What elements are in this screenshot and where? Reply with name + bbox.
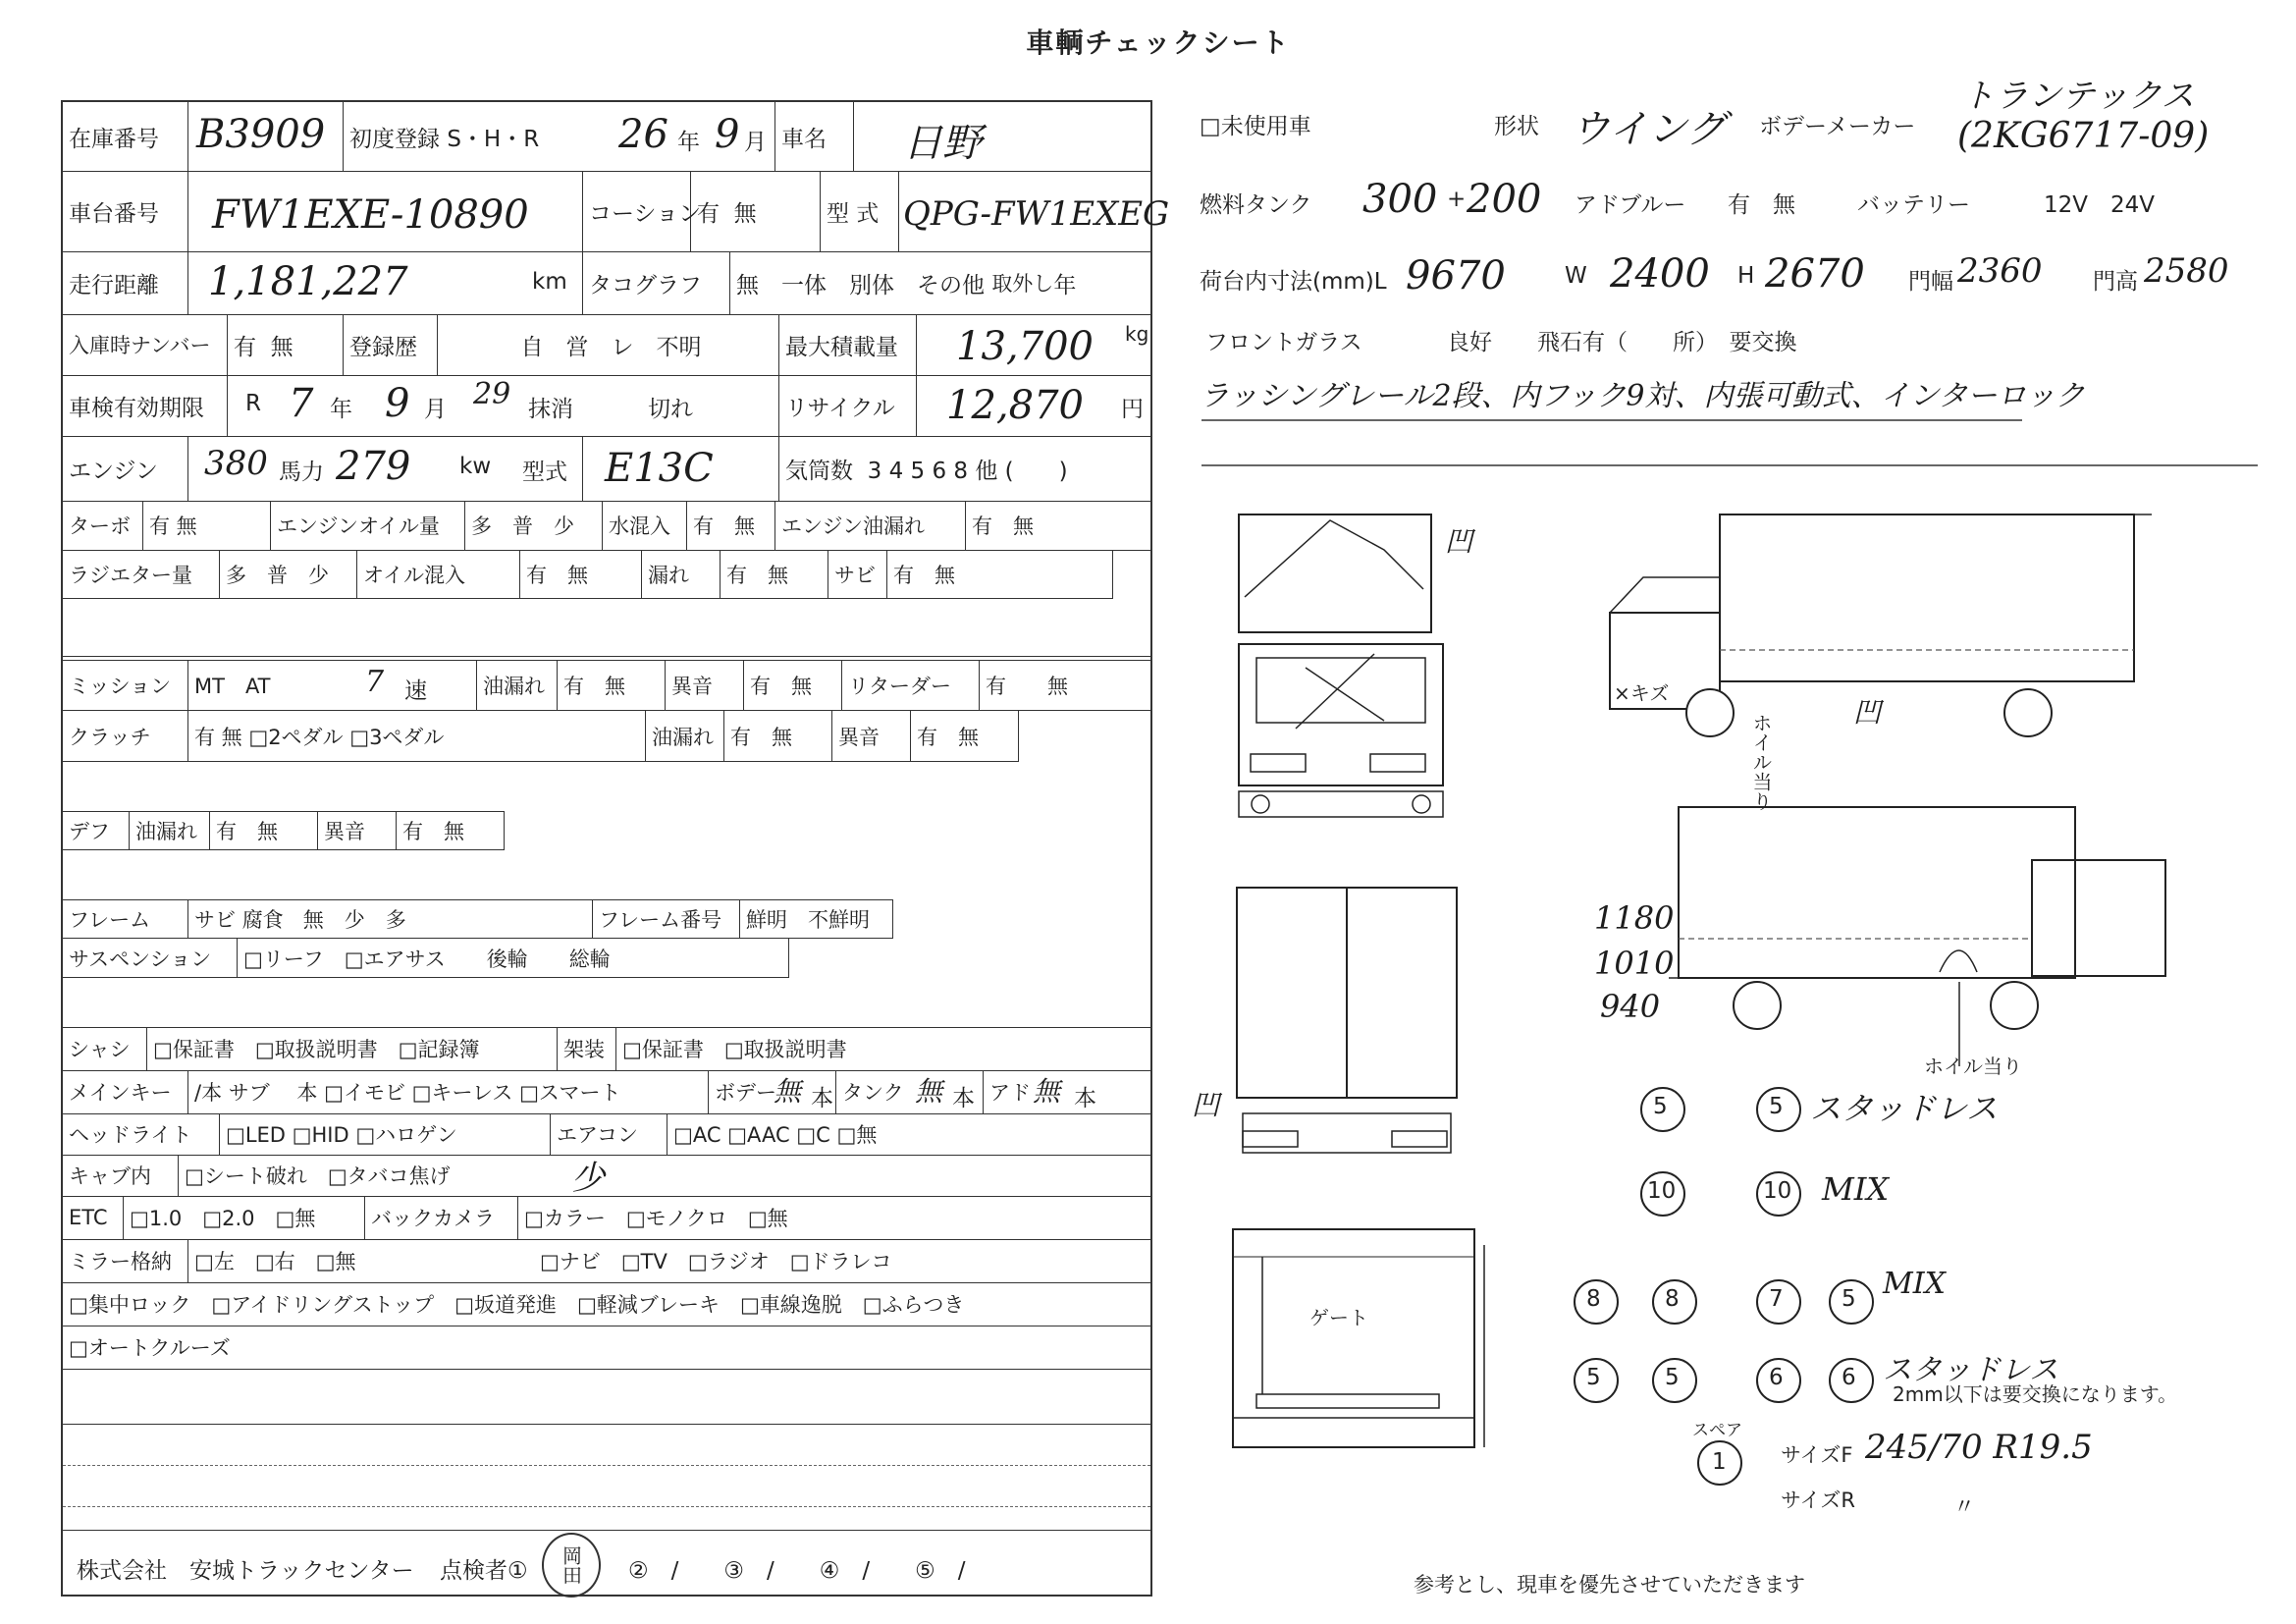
spare-value: 1 (1712, 1449, 1727, 1475)
frame-opts: 無 少 多 (302, 908, 406, 932)
cruise-opts: □オートクルーズ (69, 1336, 231, 1360)
tank-key-cell (836, 1070, 984, 1113)
height-2: 1010 (1594, 945, 1675, 982)
inspect-cell (228, 375, 779, 436)
mission-speed-unit: 速 (404, 678, 427, 704)
tire-r1a: 5 (1653, 1094, 1668, 1119)
engine-kw: 279 (336, 444, 411, 489)
shape-label: 形状 (1494, 114, 1539, 139)
inventory-cell (188, 102, 344, 171)
inspect-expired: 切れ (648, 397, 693, 422)
leak-label: 漏れ (642, 550, 721, 599)
maker-value: 日野 (903, 121, 982, 166)
chassis-cell (188, 171, 583, 251)
first-reg-month: 9 (715, 112, 740, 157)
water-mix-opts: 有 無 (687, 501, 775, 550)
size-rear: 〃 (1953, 1495, 1976, 1520)
tire-r2a: 10 (1647, 1178, 1677, 1204)
row-etc (63, 1196, 1150, 1240)
row-plate (63, 314, 1150, 376)
mileage-unit: km (532, 269, 567, 295)
plate-no: 無 (270, 334, 294, 360)
frame-label: フレーム (63, 899, 188, 939)
inspect-year: 7 (289, 381, 314, 426)
max-load-unit: kg (1125, 322, 1149, 346)
row-inspect (63, 375, 1150, 437)
row-equip (63, 1282, 1150, 1326)
row-mission (63, 660, 1150, 711)
keys-opts: /本 サブ 本 □イモビ □キーレス □スマート (188, 1070, 709, 1113)
inventory-value: B3909 (196, 112, 326, 157)
mirror-opts: □左 □右 □無 (194, 1250, 356, 1273)
page-title: 車輌チェックシート (1026, 27, 1291, 59)
company-name: 株式会社 安城トラックセンター (77, 1558, 414, 1584)
ad-key-unit: 本 (1074, 1086, 1096, 1111)
tacho-label: タコグラフ (583, 251, 730, 314)
adblue-label: アドブルー (1575, 192, 1686, 218)
coating-no: 無 (733, 200, 757, 227)
maker-label: 車名 (775, 102, 854, 171)
tire-r2b: 10 (1763, 1178, 1792, 1204)
cab-label: キャブ内 (63, 1155, 179, 1196)
row-frame (63, 899, 1150, 939)
body-key-cell (709, 1070, 836, 1113)
cab-opts: □シート破れ □タバコ焦げ (185, 1164, 451, 1188)
tank-key-unit: 本 (952, 1086, 975, 1111)
first-reg-era: S・H・R (447, 126, 540, 152)
tacho-note: 取外し (991, 272, 1054, 296)
fuel-value-2: 200 (1467, 177, 1542, 222)
water-mix-label: 水混入 (603, 501, 687, 550)
body-key-hw: 無 (774, 1075, 802, 1108)
reference-note: 参考とし、現車を優先させていただきます (1414, 1573, 1805, 1597)
chassis-docs-label: シャシ (63, 1027, 147, 1070)
row-footer (63, 1530, 1150, 1597)
engine-type-label: 型式 (522, 460, 567, 485)
dashed-line-2 (63, 1506, 1150, 1507)
row-chassis (63, 171, 1170, 252)
inspect-day: 29 (473, 377, 511, 411)
inspector-label: 点検者① (440, 1558, 528, 1584)
diff-noise-label: 異音 (318, 811, 397, 850)
fuel-label: 燃料タンク (1200, 192, 1312, 218)
row-rad (63, 550, 1150, 599)
cl-noise-opts: 有 無 (911, 711, 1019, 762)
chassis-docs-opts: □保証書 □取扱説明書 □記録簿 (147, 1027, 558, 1070)
dent-mark-rear: 凹 (1192, 1089, 1220, 1121)
ad-key-label: アド (989, 1081, 1031, 1105)
history-opts: 自 営 レ 不明 (438, 314, 779, 375)
dent-mark-front: 凹 (1445, 525, 1473, 558)
inspector-stamp: 岡田 (542, 1533, 601, 1597)
model-value: QPG-FW1EXEG (903, 194, 1170, 234)
mis-leak-opts: 有 無 (558, 660, 666, 711)
coating-opts (691, 171, 821, 251)
mission-opts: MT AT (194, 675, 271, 698)
battery-opts: 12V 24V (2044, 192, 2156, 218)
inspector-slots: ② / ③ / ④ / ⑤ / (628, 1558, 966, 1584)
equip-opts: □集中ロック □アイドリングストップ □坂道発進 □軽減ブレーキ □車線逸脱 □ふらつき (69, 1293, 965, 1317)
glass-label: フロントガラス (1205, 330, 1362, 355)
row-mileage (63, 251, 1150, 315)
recycle-value: 12,870 (946, 383, 1084, 428)
tacho-cell (730, 251, 1152, 314)
cl-noise-label: 異音 (832, 711, 911, 762)
body-code: (2KG6717-09) (1957, 116, 2210, 156)
recycle-cell (917, 375, 1152, 436)
body-key-label: ボデー (715, 1081, 776, 1105)
inspect-month: 9 (385, 381, 410, 426)
row-mirror (63, 1239, 1150, 1283)
mis-leak-label: 油漏れ (477, 660, 558, 711)
retarder-label: リターダー (842, 660, 980, 711)
row-blank-2 (63, 978, 1150, 1028)
cyl-cell (779, 436, 1152, 501)
cargo-height-label: H (1737, 263, 1755, 289)
inspection-form (61, 100, 1170, 1597)
row-blank-3 (63, 1369, 1150, 1425)
first-reg-year-unit: 年 (677, 130, 700, 155)
maker-cell (854, 102, 1152, 171)
camera-opts: □カラー □モノクロ □無 (524, 1207, 788, 1230)
wheel-contact-1: ホイル当り (1749, 713, 1773, 811)
coating-yes: 有 (697, 200, 720, 227)
oil-mix-opts: 有 無 (520, 550, 642, 599)
plate-label: 入庫時ナンバー (63, 314, 228, 375)
wheel-contact-2: ホイル当り (1924, 1055, 2022, 1078)
fuel-value: 300 (1362, 177, 1438, 222)
recycle-label: リサイクル (779, 375, 917, 436)
cargo-width: 2400 (1610, 251, 1710, 297)
gate-label: ゲート (1309, 1306, 1368, 1329)
door-height-label: 門高 (2093, 269, 2138, 295)
cargo-label: 荷台内寸法(mm)L (1200, 269, 1387, 295)
mis-noise-label: 異音 (666, 660, 744, 711)
tacho-note-unit: 年 (1053, 272, 1077, 298)
engine-type-cell (583, 436, 779, 501)
mileage-label: 走行距離 (63, 251, 188, 314)
inventory-label: 在庫番号 (63, 102, 188, 171)
cab-cell (179, 1155, 768, 1196)
max-load-cell (917, 314, 1152, 375)
rad-opts: 多 普 少 (220, 550, 357, 599)
row-susp (63, 939, 1150, 978)
rust-opts: 有 無 (887, 550, 1113, 599)
headlight-label: ヘッドライト (63, 1113, 220, 1155)
cargo-width-label: W (1565, 263, 1587, 289)
first-reg-cell (344, 102, 775, 171)
camera-label: バックカメラ (365, 1196, 518, 1239)
ad-key-cell (984, 1070, 1152, 1113)
door-height: 2580 (2144, 251, 2229, 291)
keys-label: メインキー (63, 1070, 188, 1113)
cargo-height: 2670 (1765, 251, 1865, 297)
shape-value: ウイング (1571, 107, 1726, 152)
inspect-label: 車検有効期限 (63, 375, 228, 436)
tire-r2-note: MIX (1822, 1170, 1890, 1208)
plate-yes: 有 (234, 334, 256, 360)
height-1: 1180 (1594, 899, 1675, 937)
size-front-label: サイズF (1781, 1443, 1853, 1467)
susp-label: サスペンション (63, 939, 238, 978)
cl-leak-label: 油漏れ (646, 711, 724, 762)
frame-no-opts: 鮮明 不鮮明 (740, 899, 893, 939)
battery-label: バッテリー (1857, 192, 1970, 218)
engine-hp: 380 (204, 444, 268, 483)
etc-label: ETC (63, 1196, 124, 1239)
oil-amt-opts: 多 普 少 (465, 501, 603, 550)
diff-noise-opts: 有 無 (397, 811, 505, 850)
retarder-opts: 有 無 (980, 660, 1152, 711)
tacho-opts: 無 一体 別体 その他 (736, 272, 985, 298)
row-docs (63, 1027, 1150, 1071)
row-light (63, 1113, 1150, 1156)
nav-opts: □ナビ □TV □ラジオ □ドラレコ (540, 1250, 892, 1273)
frame-corr: 腐食 (241, 908, 284, 932)
size-rear-label: サイズR (1781, 1489, 1855, 1512)
rust-label: サビ (828, 550, 887, 599)
coating-label: コーション (583, 171, 691, 251)
scratch-mark: ×キズ (1614, 681, 1670, 705)
dashed-line-1 (63, 1465, 1150, 1466)
model-cell (899, 171, 1170, 251)
mission-cell (188, 660, 477, 711)
cargo-length: 9670 (1406, 253, 1506, 298)
tire-replace-note: 2mm以下は要交換になります。 (1893, 1382, 2178, 1406)
diff-label: デフ (63, 811, 130, 850)
height-3: 940 (1600, 988, 1661, 1025)
tire-r4d: 6 (1842, 1365, 1856, 1390)
oil-leak-opts: 有 無 (972, 514, 1034, 538)
glass-opts: 良好 飛石有（ 所） 要交換 (1447, 330, 1797, 355)
inspect-year-unit: 年 (330, 397, 352, 422)
body-maker-label: ボデーメーカー (1759, 114, 1916, 139)
tire-r4c: 6 (1769, 1365, 1784, 1390)
frame-cell (188, 899, 593, 939)
cyl-label: 気筒数 (785, 458, 853, 484)
oil-mix-label: オイル混入 (357, 550, 520, 599)
cab-hw: 少 (571, 1159, 605, 1198)
tire-r3c: 7 (1769, 1286, 1784, 1312)
inspect-era: R (245, 391, 261, 416)
row-cruise (63, 1326, 1150, 1370)
ac-label: エアコン (550, 1113, 667, 1155)
oil-leak-label: エンジン油漏れ (775, 501, 966, 550)
mileage-cell (188, 251, 583, 314)
frame-no-label: フレーム番号 (593, 899, 740, 939)
mission-label: ミッション (63, 660, 188, 711)
fuel-plus: + (1447, 187, 1467, 212)
mileage-value: 1,181,227 (208, 259, 408, 304)
tank-key-label: タンク (842, 1081, 904, 1105)
model-label: 型 式 (821, 171, 899, 251)
clutch-opts: 有 無 □2ペダル □3ペダル (188, 711, 646, 762)
cyl-opts: 3 4 5 6 8 他 ( ) (867, 458, 1068, 484)
tire-r3d: 5 (1842, 1286, 1856, 1312)
door-width: 2360 (1957, 251, 2043, 291)
row-engine (63, 436, 1150, 502)
engine-cell (188, 436, 583, 501)
mis-noise-opts: 有 無 (744, 660, 842, 711)
body-docs-label: 架装 (558, 1027, 616, 1070)
chassis-value: FW1EXE-10890 (212, 192, 529, 238)
history-label: 登録歴 (344, 314, 438, 375)
body-maker: トランテックス (1961, 77, 2195, 116)
row-keys (63, 1070, 1150, 1114)
clutch-label: クラッチ (63, 711, 188, 762)
turbo-label: ターボ (63, 501, 143, 550)
tire-r4a: 5 (1586, 1365, 1601, 1390)
ac-opts: □AC □AAC □C □無 (673, 1123, 878, 1147)
turbo-opts: 有 無 (143, 501, 271, 550)
max-load-value: 13,700 (956, 324, 1094, 369)
tire-r4-note: スタッドレス (1883, 1353, 2059, 1387)
door-width-label: 門幅 (1908, 269, 1953, 295)
engine-label: エンジン (63, 436, 188, 501)
row-cab (63, 1155, 1150, 1197)
row-blank-1 (63, 599, 1150, 657)
first-reg-year: 26 (618, 112, 668, 157)
recycle-unit: 円 (1121, 397, 1144, 422)
inspect-month-unit: 月 (424, 397, 447, 422)
susp-opts: □リーフ □エアサス 後輪 総輪 (238, 939, 789, 978)
etc-opts: □1.0 □2.0 □無 (124, 1196, 365, 1239)
size-front: 245/70 R19.5 (1865, 1428, 2093, 1467)
tire-r1-note: スタッドレス (1810, 1090, 1999, 1127)
max-load-label: 最大積載量 (779, 314, 917, 375)
tank-key-hw: 無 (915, 1075, 943, 1108)
mission-speed: 7 (365, 665, 385, 699)
frame-rust: サビ (194, 908, 236, 932)
row-inventory (63, 102, 1150, 172)
first-reg-label: 初度登録 (349, 126, 440, 152)
body-key-unit: 本 (811, 1086, 833, 1111)
row-turbo (63, 501, 1150, 551)
headlight-opts: □LED □HID □ハロゲン (226, 1123, 457, 1147)
mirror-label: ミラー格納 (63, 1239, 188, 1282)
leak-opts: 有 無 (721, 550, 828, 599)
rad-label: ラジエター量 (63, 550, 220, 599)
diff-leak-opts: 有 無 (210, 811, 318, 850)
tire-r3-note: MIX (1883, 1267, 1946, 1301)
engine-hp-unit: 馬力 (279, 460, 324, 485)
row-diff (63, 811, 1150, 850)
cl-leak-opts: 有 無 (724, 711, 832, 762)
adblue-opts: 有 無 (1728, 192, 1795, 218)
chassis-label: 車台番号 (63, 171, 188, 251)
tire-r3a: 8 (1586, 1286, 1601, 1312)
dent-mark-side: 凹 (1853, 696, 1882, 729)
oil-amt-label: エンジンオイル量 (271, 501, 465, 550)
diff-leak-label: 油漏れ (130, 811, 210, 850)
ad-key-hw: 無 (1033, 1075, 1061, 1108)
spare-label: スペア (1692, 1421, 1742, 1440)
row-clutch (63, 711, 1150, 762)
engine-kw-unit: kw (459, 454, 492, 479)
tire-r4b: 5 (1665, 1365, 1680, 1390)
engine-type: E13C (605, 446, 714, 491)
tire-r3b: 8 (1665, 1286, 1680, 1312)
unused-checkbox: □未使用車 (1200, 114, 1311, 139)
tire-r1b: 5 (1769, 1094, 1784, 1119)
equipment-note: ラッシングレール2段、内フック9対、内張可動式、インターロック (1200, 379, 2085, 413)
plate-opts (228, 314, 344, 375)
body-docs-opts: □保証書 □取扱説明書 (622, 1038, 847, 1061)
inspect-erase: 抹消 (528, 397, 573, 422)
first-reg-month-unit: 月 (744, 130, 767, 155)
